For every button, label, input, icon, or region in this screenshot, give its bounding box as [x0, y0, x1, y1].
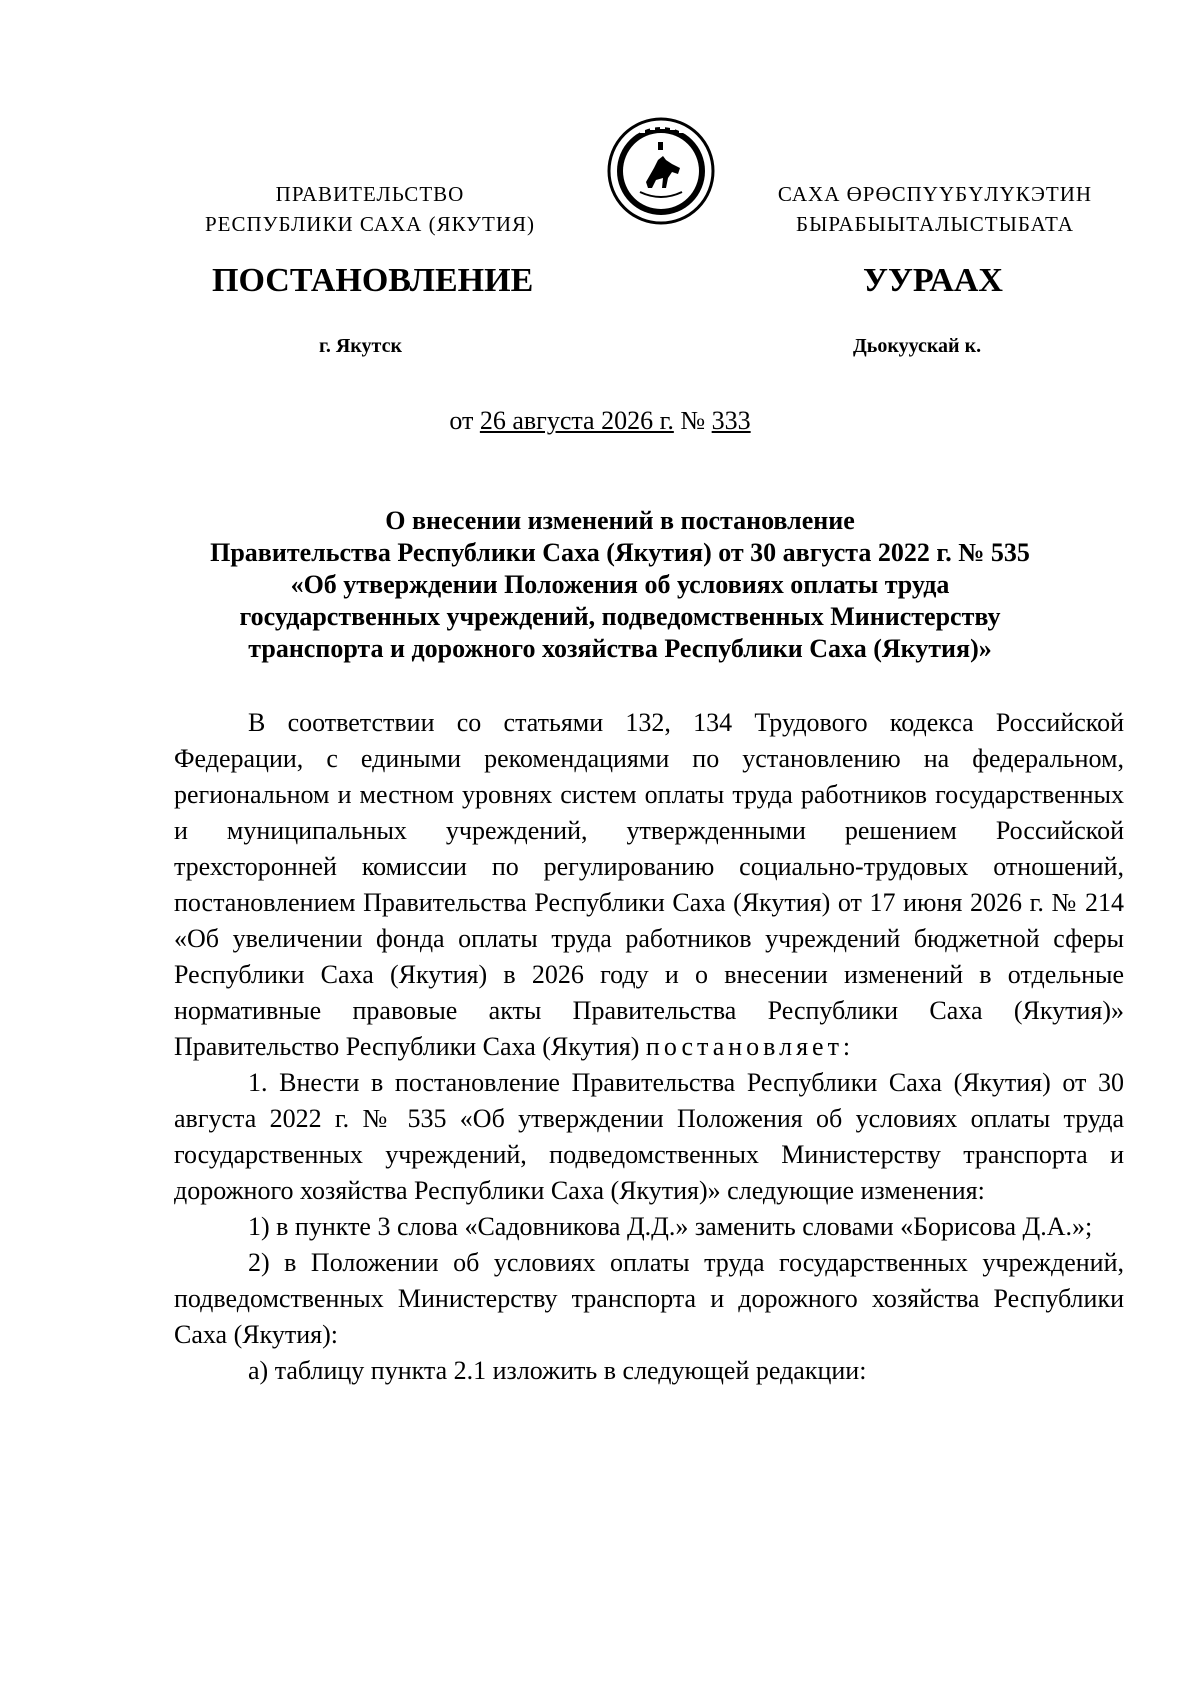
doc-type-sah: УУРААХ — [863, 262, 1003, 299]
title-line: транспорта и дорожного хозяйства Республики Саха (Якутия)» — [248, 634, 992, 663]
title-line: Правительства Республики Саха (Якутия) от 30 августа 2022 г. № 535 — [210, 538, 1030, 567]
doc-type-ru: ПОСТАНОВЛЕНИЕ — [212, 262, 534, 299]
header-left-line2: РЕСПУБЛИКИ САХА (ЯКУТИЯ) — [204, 212, 536, 236]
number-sign: № — [680, 406, 706, 435]
title-line: О внесении изменений в постановление — [385, 506, 855, 535]
item-1-2-a: а) таблицу пункта 2.1 изложить в следующей редакции: — [248, 1356, 867, 1385]
item-1-1: 1) в пункте 3 слова «Садовникова Д.Д.» заменить словами «Борисова Д.А.»; — [248, 1212, 1093, 1241]
header-left — [180, 179, 560, 239]
date-value: 26 августа 2026 г. — [479, 406, 674, 435]
document-body — [174, 705, 1124, 1389]
header-right — [745, 179, 1125, 239]
title-line: «Об утверждении Положения об условиях оплаты труда — [290, 570, 950, 599]
item-1-2: 2) в Положении об условиях оплаты труда государственных учреждений, подведомственных Министерству транспорта и дорожного хозяйства Республики Саха (Якутия): — [174, 1248, 1124, 1349]
document-title — [150, 505, 1090, 665]
place-sah: Дьокуускай к. — [853, 335, 982, 357]
title-line: государственных учреждений, подведомственных Министерству — [239, 602, 1001, 631]
header-left-line1: ПРАВИТЕЛЬСТВО — [275, 182, 465, 206]
date-prefix: от — [449, 406, 474, 435]
place-ru: г. Якутск — [319, 335, 402, 357]
header-right-line1: САХА ӨРӨСПҮҮБҮЛҮКЭТИН — [777, 182, 1093, 206]
coat-of-arms-emblem — [606, 116, 716, 226]
preamble-paragraph — [174, 705, 1124, 1065]
item-1: 1. Внести в постановление Правительства Республики Саха (Якутия) от 30 августа 2022 г. № 535 «Об утверждении Положения об условиях оплаты труда государственных учреждений, подведомственных Министерству транспорта и дорожного хозяйства Республики Саха (Якутия)» следующие изменения: — [174, 1068, 1124, 1205]
doc-number: 333 — [711, 406, 751, 435]
header-right-line2: БЫРАБЫЫТАЛЫСТЫБАТА — [796, 212, 1074, 236]
date-line — [0, 406, 1200, 436]
preamble-text: В соответствии со статьями 132, 134 Трудового кодекса Российской Федерации, с едиными рекомендациями по установлению на федеральном, региональном и местном уровнях систем оплаты труда работников государственных и муниципальных учреждений, утвержденными решением Российской трехсторонней комиссии по регулированию социально-трудовых отношений, постановлением Правительства Республики Саха (Якутия) от 17 июня 2026 г. № 214 «Об увеличении фонда оплаты труда работников учреждений бюджетной сферы Республики Саха (Якутия) в 2026 году и о внесении изменений в отдельные нормативные правовые акты Правительства Республики Саха (Якутия)» Правительство Республики Саха (Якутия) — [174, 708, 1124, 1061]
resolves-word: постановляет: — [645, 1032, 855, 1061]
